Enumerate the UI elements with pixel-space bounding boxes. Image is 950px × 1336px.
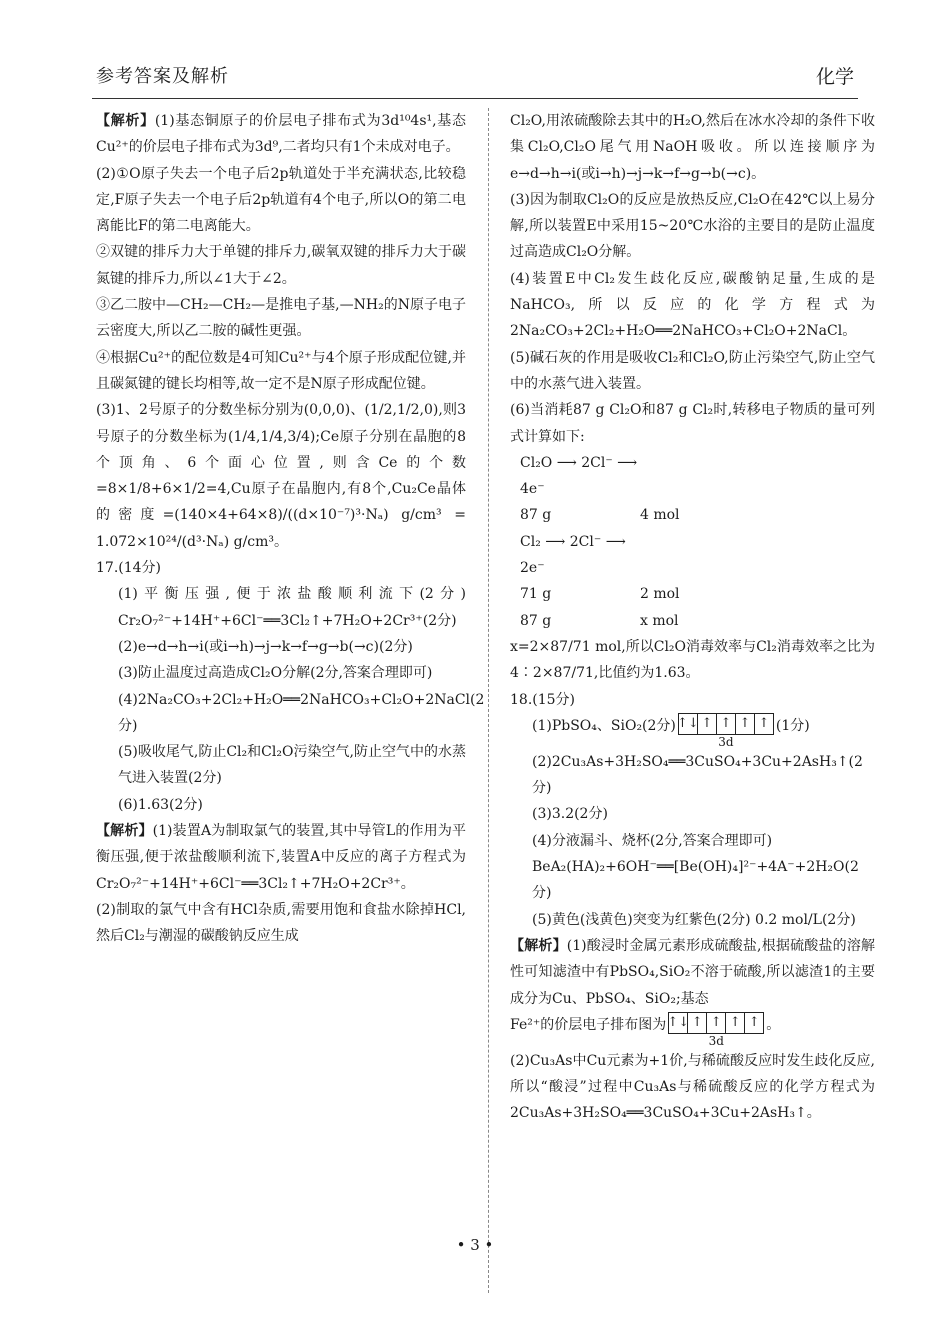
orbital-box: ↑: [726, 1013, 745, 1033]
orbital-box: ↑↓: [669, 1013, 688, 1033]
page-number: • 3 •: [456, 1236, 494, 1254]
paragraph: [96, 397, 466, 555]
paragraph-text: ②双键的排斥力大于单键的排斥力,碳氧双键的排斥力大于碳氮键的排斥力,所以∠1大于∠2。: [96, 244, 466, 287]
answer-line: (3)3.2(2分): [532, 806, 608, 823]
orbital-label: 3d: [708, 1033, 724, 1048]
right-column-text-d: [510, 1048, 875, 1127]
q18-part1: [510, 713, 875, 749]
paragraph-text: ③乙二胺中—CH₂—CH₂—是推电子基,—NH₂的N原子电子云密度大,所以乙二胺的碱性更强。: [96, 297, 466, 340]
orbital-box: ↑: [688, 1013, 707, 1033]
calc-cell: 87 g: [520, 612, 552, 629]
right-column: [510, 108, 875, 1127]
analysis-tag: 【解析】: [96, 823, 153, 840]
paragraph: [96, 239, 466, 292]
fe-orbital-line: [510, 1012, 875, 1048]
paragraph-text: (6)当消耗87 g Cl₂O和87 g Cl₂时,转移电子物质的量可列式计算如下:: [510, 402, 875, 445]
paragraph-text: (3)因为制取Cl₂O的反应是放热反应,Cl₂O在42℃以上易分解,所以装置E中采用15~20℃水浴的主要目的是防止温度过高造成Cl₂O分解。: [510, 191, 875, 261]
right-column-text-c: [510, 749, 875, 1012]
paragraph-text: (1)酸浸时金属元素形成硫酸盐,根据硫酸盐的溶解性可知滤渣中有PbSO₄,SiO₂不溶于硫酸,所以滤渣1的主要成分为Cu、PbSO₄、SiO₂;基态: [510, 937, 876, 1007]
fe-orbital-diagram: [668, 1012, 764, 1048]
answer-line: (6)1.63(2分): [118, 796, 203, 813]
paragraph-text: (2)Cu₃As中Cu元素为+1价,与稀硫酸反应时发生歧化反应,所以“酸浸”过程中Cu₃As与稀硫酸反应的化学方程式为2Cu₃As+3H₂SO₄══3CuSO₄+3Cu+2AsH₃↑。: [510, 1052, 875, 1122]
paragraph-text: ④根据Cu²⁺的配位数是4可知Cu²⁺与4个原子形成配位键,并且碳氮键的键长均相等,故一定不是N原子形成配位键。: [96, 349, 466, 392]
calc-row: [520, 502, 875, 528]
calc-cell: 87 g: [520, 507, 552, 524]
header-title: 参考答案及解析: [96, 66, 229, 87]
orbital-label: 3d: [718, 734, 734, 749]
paragraph: [96, 345, 466, 398]
paragraph: [510, 397, 875, 450]
calc-cell: Cl₂ ⟶ 2Cl⁻ ⟶ 2e⁻: [520, 533, 626, 577]
paragraph: [510, 634, 875, 687]
page-header: [92, 58, 858, 99]
calculation-block: [510, 450, 875, 634]
fe-line-text: Fe²⁺的价层电子排布图为: [510, 1016, 667, 1033]
paragraph-text: Cl₂O,用浓硫酸除去其中的H₂O,然后在冰水冷却的条件下收集Cl₂O,Cl₂O尾气用NaOH吸收。所以连接顺序为e→d→h→i(或i→h)→j→k→f→g→b(→c)。: [510, 113, 875, 182]
paragraph: [510, 266, 875, 345]
answer-line: BeA₂(HA)₂+6OH⁻══[Be(OH)₄]²⁻+4A⁻+2H₂O(2分): [532, 859, 859, 902]
column-divider: [488, 108, 489, 1293]
paragraph: [510, 933, 875, 1012]
paragraph-text: (4)装置E中Cl₂发生歧化反应,碳酸钠足量,生成的是NaHCO₃,所以反应的化学方程式为2Na₂CO₃+2Cl₂+H₂O══2NaHCO₃+Cl₂O+2NaCl。: [510, 270, 875, 340]
orbital-boxes: [668, 1012, 764, 1034]
answer-line: (2)e→d→h→i(或i→h)→j→k→f→g→b(→c)(2分): [118, 638, 413, 655]
paragraph-text: (1)装置A为制取氯气的装置,其中导管L的作用为平衡压强,便于浓盐酸顺利流下,装置A中反应的离子方程式为Cr₂O₇²⁻+14H⁺+6Cl⁻══3Cl₂↑+7H₂O+2Cr³⁺。: [96, 823, 467, 892]
orbital-boxes: [678, 713, 774, 735]
paragraph: [510, 108, 875, 187]
calc-row: [520, 608, 875, 634]
orbital-box: ↑: [758, 715, 770, 731]
answer-line: (5)吸收尾气,防止Cl₂和Cl₂O污染空气,防止空气中的水蒸气进入装置(2分): [118, 744, 466, 787]
calc-row: [520, 581, 875, 607]
fe-line-end: 。: [766, 1016, 781, 1033]
orbital-box: ↑: [748, 1014, 760, 1030]
calc-row: [520, 529, 875, 582]
right-column-text-b: [510, 634, 875, 713]
orbital-box: ↑↓: [679, 714, 698, 734]
paragraph: [510, 187, 875, 266]
right-column-text-a: [510, 108, 875, 450]
answer-line: (1)平衡压强,便于浓盐酸顺利流下(2分) Cr₂O₇²⁻+14H⁺+6Cl⁻══3Cl₂↑+7H₂O+2Cr³⁺(2分): [118, 586, 466, 629]
paragraph: [510, 1048, 875, 1127]
orbital-box: ↑: [717, 714, 736, 734]
answer-line: (4)2Na₂CO₃+2Cl₂+H₂O══2NaHCO₃+Cl₂O+2NaCl(2分): [118, 691, 485, 734]
orbital-box: ↑: [736, 714, 755, 734]
paragraph: [96, 108, 466, 161]
orbital-diagram: [678, 713, 774, 749]
question-number: 18.(15分): [510, 691, 576, 708]
paragraph: [510, 345, 875, 398]
left-column: [96, 108, 485, 950]
calc-cell: Cl₂O ⟶ 2Cl⁻ ⟶ 4e⁻: [520, 454, 638, 498]
question-number: 17.(14分): [96, 560, 162, 577]
orbital-box: ↑: [707, 1013, 726, 1033]
q18-part1-score: (1分): [775, 717, 810, 734]
paragraph: [96, 818, 466, 897]
analysis-tag: 【解析】: [96, 113, 155, 129]
q18-part1-answer: (1)PbSO₄、SiO₂(2分): [532, 717, 676, 734]
paragraph-text: (2)制取的氯气中含有HCl杂质,需要用饱和食盐水除掉HCl,然后Cl₂与潮湿的碳酸钠反应生成: [96, 901, 466, 945]
calc-row: [520, 450, 875, 503]
paragraph-text: (1)基态铜原子的价层电子排布式为3d¹⁰4s¹,基态Cu²⁺的价层电子排布式为3d⁹,二者均只有1个未成对电子。: [96, 113, 467, 156]
calc-cell: 4 mol: [640, 507, 680, 524]
analysis-tag: 【解析】: [510, 937, 567, 954]
calc-cell: 71 g: [520, 586, 552, 603]
calc-cell: 2 mol: [640, 586, 680, 603]
header-subject: 化学: [815, 66, 854, 88]
paragraph: [96, 161, 466, 240]
paragraph-text: (2)①O原子失去一个电子后2p轨道处于半充满状态,比较稳定,F原子失去一个电子后2p轨道有4个电子,所以O的第二电离能比F的第二电离能大。: [96, 165, 466, 235]
calc-cell: x mol: [640, 612, 679, 629]
answer-line: (4)分液漏斗、烧杯(2分,答案合理即可): [532, 832, 773, 849]
orbital-box: ↑: [698, 714, 717, 734]
paragraph-text: x=2×87/71 mol,所以Cl₂O消毒效率与Cl₂消毒效率之比为4∶2×87/71,比值约为1.63。: [510, 638, 875, 682]
answer-line: (5)黄色(浅黄色)突变为红紫色(2分) 0.2 mol/L(2分): [532, 911, 856, 928]
answer-line: (3)防止温度过高造成Cl₂O分解(2分,答案合理即可): [118, 665, 433, 682]
paragraph: [96, 292, 466, 345]
paragraph-text: (5)碱石灰的作用是吸收Cl₂和Cl₂O,防止污染空气,防止空气中的水蒸气进入装置。: [510, 349, 875, 392]
paragraph: [96, 897, 466, 950]
paragraph-text: (3)1、2号原子的分数坐标分别为(0,0,0)、(1/2,1/2,0),则3号原子的分数坐标为(1/4,1/4,3/4);Ce原子分别在晶胞的8个顶角、6个面心位置,则含Ce的个数=8×1/8+6×1/2=4,Cu原子在晶胞内,有8个,Cu₂Ce晶体的密度=(140×4+64×8)/((d×10⁻⁷)³·Nₐ) g/cm³ = 1.072×10²⁴/(d³·Nₐ) g/cm³。: [96, 402, 466, 550]
answer-line: (2)2Cu₃As+3H₂SO₄══3CuSO₄+3Cu+2AsH₃↑(2分): [532, 753, 863, 797]
